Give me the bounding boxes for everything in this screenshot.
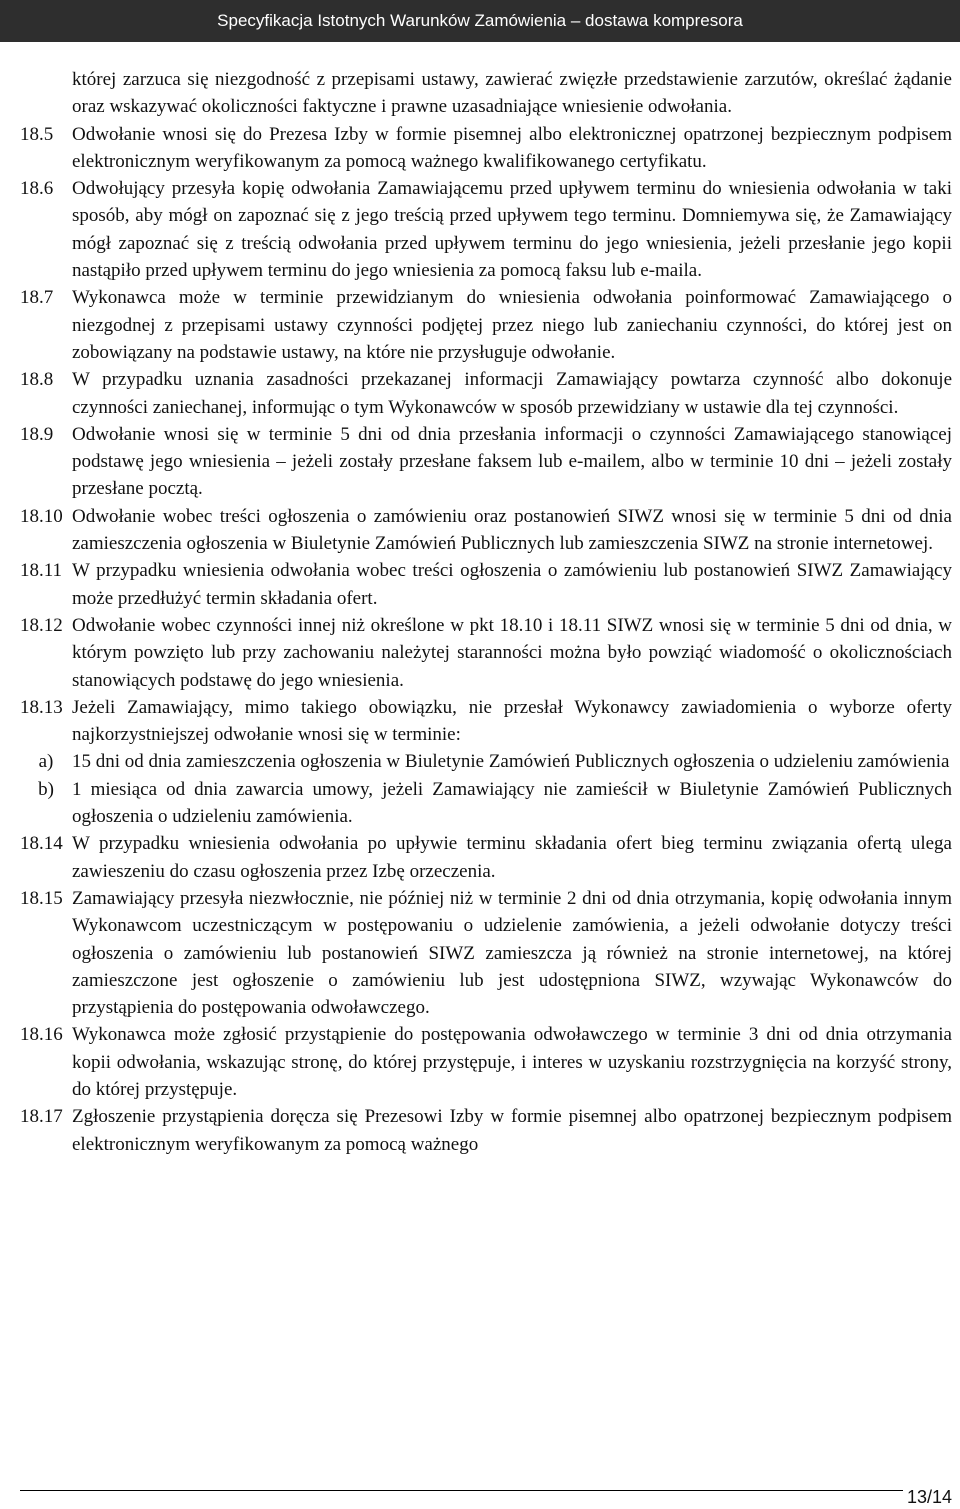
paragraph-text: której zarzuca się niezgodność z przepisami ustawy, zawierać zwięzłe przedstawienie zarzutów, określać żądanie oraz wskazywać okoliczności faktyczne i prawne uzasadniające wniesienie odwołania. [72,69,952,118]
paragraph-18-10 [20,503,952,558]
sub-item-b [20,776,952,831]
paragraph-number: 18.5 [20,123,54,145]
paragraph-number: 18.8 [20,369,54,391]
paragraph-18-11 [20,557,952,612]
paragraph-18-12 [20,612,952,694]
paragraph-text: W przypadku wniesienia odwołania po upływie terminu składania ofert bieg terminu związania ofertą ulega zawieszeniu do czasu ogłoszenia przez Izbę orzeczenia. [72,833,952,882]
footer-divider [20,1490,952,1491]
paragraph-18-14 [20,830,952,885]
sub-item-label: b) [38,778,54,800]
paragraph-number: 18.15 [20,887,63,909]
paragraph-continuation [20,66,952,121]
paragraph-text: W przypadku wniesienia odwołania wobec treści ogłoszenia o zamówieniu lub postanowień SIWZ Zamawiający może przedłużyć termin składania ofert. [72,560,952,609]
paragraph-number [20,66,72,121]
paragraph-text: Odwołanie wnosi się do Prezesa Izby w formie pisemnej albo elektronicznej opatrzonej bezpiecznym podpisem elektronicznym weryfikowanym za pomocą ważnego kwalifikowanego certyfikatu. [72,123,952,172]
paragraph-18-8 [20,366,952,421]
paragraph-18-13 [20,694,952,749]
paragraph-18-7 [20,284,952,366]
paragraph-text: Jeżeli Zamawiający, mimo takiego obowiązku, nie przesłał Wykonawcy zawiadomienia o wyborze oferty najkorzystniejszej odwołanie wnosi się w terminie: [72,696,952,746]
paragraph-text: Odwołanie wobec czynności innej niż określone w pkt 18.10 i 18.11 SIWZ wnosi się w terminie 5 dni od dnia, w którym powzięto lub przy zachowaniu należytej staranności można było powziąć wiadomość o okolicznościach stanowiących podstawę do jego wniesienia. [72,614,952,691]
paragraph-18-9 [20,421,952,503]
paragraph-number: 18.7 [20,287,54,309]
paragraph-text: Odwołujący przesyła kopię odwołania Zamawiającemu przed upływem terminu do wniesienia odwołania w taki sposób, aby mógł on zapoznać się z jego treścią przed upływem tego terminu. Domniemywa się, że Zamawiający mógł zapoznać się z treścią odwołania przed upływem terminu do jego wniesienia, jeżeli przesłanie jego kopii nastąpiło przed upływem terminu do jego wniesienia za pomocą faksu lub e-maila. [72,178,952,282]
paragraph-number: 18.11 [20,560,63,582]
paragraph-text: Wykonawca może zgłosić przystąpienie do postępowania odwoławczego w terminie 3 dni od dnia otrzymania kopii odwołania, wskazując stronę, do której przystępuje, i interes w uzyskaniu rozstrzygnięcia na korzyść strony, do której przystępuje. [72,1024,952,1100]
document-body [20,66,952,1158]
paragraph-18-5 [20,121,952,176]
sub-item-label: a) [38,751,54,773]
paragraph-18-17 [20,1103,952,1158]
paragraph-text: Zamawiający przesyła niezwłocznie, nie później niż w terminie 2 dni od dnia otrzymania, kopię odwołania innym Wykonawcom uczestniczącym w postępowaniu o udzielenie zamówienia, a jeżeli odwołanie dotyczy treści ogłoszenia o zamówieniu lub postanowień SIWZ zamieszcza ją również na stronie internetowej, na której zamieszczone jest ogłoszenie o zamówieniu lub jest udostępniona SIWZ, wzywając Wykonawców do przystąpienia do postępowania odwoławczego. [72,887,952,1019]
page-number: 13/14 [903,1487,952,1508]
paragraph-text: Odwołanie wobec treści ogłoszenia o zamówieniu oraz postanowień SIWZ wnosi się w terminie 5 dni od dnia zamieszczenia ogłoszenia w Biuletynie Zamówień Publicznych lub zamieszczenia SIWZ na stronie internetowej. [72,505,952,555]
paragraph-text: Zgłoszenie przystąpienia doręcza się Prezesowi Izby w formie pisemnej albo opatrzonej bezpiecznym podpisem elektronicznym weryfikowanym za pomocą ważnego [72,1106,952,1155]
paragraph-18-6 [20,175,952,284]
paragraph-number: 18.13 [20,696,63,718]
paragraph-18-15 [20,885,952,1021]
paragraph-number: 18.17 [20,1106,63,1128]
paragraph-number: 18.10 [20,505,63,527]
header-title: Specyfikacja Istotnych Warunków Zamówienia – dostawa kompresora [217,11,743,30]
paragraph-text: Odwołanie wnosi się w terminie 5 dni od dnia przesłania informacji o czynności Zamawiającego stanowiącej podstawę jego wniesienia – jeżeli zostały przesłane faksem lub e-mailem, albo w terminie 10 dni – jeżeli zostały przesłane pocztą. [72,423,952,500]
paragraph-number: 18.12 [20,614,63,636]
paragraph-18-16 [20,1021,952,1103]
paragraph-text: W przypadku uznania zasadności przekazanej informacji Zamawiający powtarza czynność albo dokonuje czynności zaniechanej, informując o tym Wykonawców w sposób przewidziany w ustawie dla tej czynności. [72,369,952,418]
document-header [0,0,960,42]
paragraph-text: Wykonawca może w terminie przewidzianym do wniesienia odwołania poinformować Zamawiającego o niezgodnej z przepisami ustawy czynności podjętej przez niego lub zaniechaniu czynności, do której jest on zobowiązany na podstawie ustawy, na które nie przysługuje odwołanie. [72,287,952,363]
paragraph-number: 18.16 [20,1024,63,1046]
sub-item-text: 15 dni od dnia zamieszczenia ogłoszenia w Biuletynie Zamówień Publicznych ogłoszenia o udzieleniu zamówienia [72,751,950,773]
sub-item-a [20,748,952,775]
paragraph-number: 18.9 [20,423,54,445]
paragraph-number: 18.14 [20,833,63,855]
paragraph-number: 18.6 [20,178,54,200]
sub-item-text: 1 miesiąca od dnia zawarcia umowy, jeżeli Zamawiający nie zamieścił w Biuletynie Zamówień Publicznych ogłoszenia o udzieleniu zamówienia. [72,778,952,828]
